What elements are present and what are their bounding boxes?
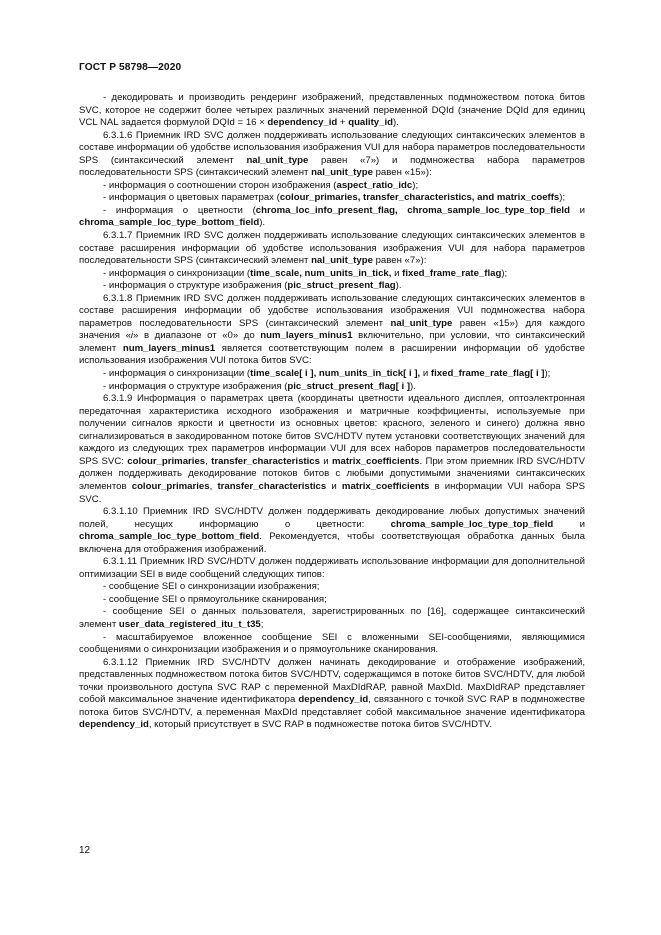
- paragraph: [79, 594, 585, 607]
- syntax-element: time_scale, num_units_in_tick,: [250, 267, 392, 279]
- text-run: - информация о соотношении сторон изображения (: [103, 179, 337, 191]
- text-run: - сообщение SEI о данных пользователя, зарегистрированных по [16], содержащее синтаксический элемент: [79, 606, 585, 630]
- document-body: [79, 92, 585, 732]
- syntax-element: nal_unit_type: [311, 167, 373, 179]
- syntax-element: chroma_sample_loc_type_bottom_field: [79, 217, 260, 229]
- paragraph: [79, 130, 585, 180]
- page-number: 12: [79, 845, 91, 856]
- syntax-element: pic_struct_present_flag: [287, 280, 396, 292]
- paragraph: [79, 393, 585, 506]
- paragraph: [79, 92, 585, 130]
- paragraph: [79, 192, 585, 205]
- text-run: 6.3.1.6 Приемник IRD SVC должен поддерживать использование следующих синтаксических элементов в составе информации об удобстве использования изображения VUI для набора параметров последовательности SPS (синтаксический элемент: [79, 129, 585, 166]
- text-run: . Рекомендуется, чтобы соответствующая обработка данных была включена для отображения изображений.: [79, 531, 585, 555]
- text-run: » в диапазоне от «0» до: [133, 330, 261, 342]
- paragraph: [79, 205, 585, 230]
- syntax-element: chroma_sample_loc_type_top_field: [390, 518, 554, 530]
- paragraph: [79, 293, 585, 368]
- syntax-element: matrix_coefficients: [341, 480, 430, 492]
- text-run: - сообщение SEI о прямоугольнике сканирования;: [103, 593, 327, 605]
- text-run: - информация о структуре изображения (: [103, 380, 288, 392]
- text-run: ).: [392, 117, 399, 129]
- syntax-element: colour_primaries: [127, 455, 206, 467]
- paragraph: [79, 506, 585, 556]
- syntax-element: nal_unit_type: [390, 317, 453, 329]
- paragraph: [79, 581, 585, 594]
- text-run: и: [420, 368, 431, 380]
- text-run: , связанного с точкой SVC RAP в подмножестве потока битов SVC/HDTV, а переменная MaxDId представляет собой максимальное значение идентификатора: [79, 694, 586, 718]
- text-run: );: [501, 267, 508, 279]
- syntax-element: dependency_id: [298, 694, 369, 706]
- text-run: 6.3.1.7 Приемник IRD SVC должен поддерживать использование следующих синтаксических элементов в составе расширения информации об удобстве использования изображения VUI для набора параметров последовательности SPS (синтаксический элемент: [79, 230, 585, 267]
- syntax-element: colour_primaries, transfer_characteristics, and matrix_coeffs: [279, 192, 560, 204]
- syntax-element: chroma_sample_loc_type_bottom_field: [79, 531, 260, 543]
- text-run: 6.3.1.12 Приемник IRD SVC/HDTV должен начинать декодирование и отображение изображений, представленных подмножеством потока битов SVC/HDTV, содержащимся в потоке битов SVC/HDTV, для любой точки произвольного доступа SVC RAP с переменной MaxDIdRAP, равной MaxDId. MaxDIdRAP представляет собой максимальное значение идентификатора: [79, 656, 585, 706]
- syntax-element: fixed_frame_rate_flag: [402, 267, 502, 279]
- syntax-element: transfer_characteristics: [217, 480, 327, 492]
- text-run: и: [391, 267, 403, 279]
- text-run: равен «15»):: [372, 167, 432, 179]
- syntax-element: nal_unit_type: [246, 154, 309, 166]
- text-run: , который присутствует в SVC RAP в подмножестве потока битов SVC/HDTV.: [148, 719, 493, 731]
- syntax-element: colour_primaries: [131, 480, 210, 492]
- text-run: равен «7»):: [372, 255, 427, 267]
- text-run: 6.3.1.8 Приемник IRD SVC должен поддерживать использование следующих синтаксических элементов в составе расширения информации об удобстве использования изображения VUI подмножества набора параметров последовательности SPS (синтаксический элемент: [79, 292, 585, 329]
- text-run: 6.3.1.10 Приемник IRD SVC/HDTV должен поддерживать декодирование любых допустимых значений полей, несущих информацию о цветности:: [79, 506, 585, 530]
- syntax-element: num_layers_minus1: [122, 342, 216, 354]
- text-run: - информация о цветовых параметрах (: [103, 192, 280, 204]
- text-run: i: [130, 330, 134, 342]
- text-run: равен «15») для каждого значения «: [79, 317, 586, 342]
- text-run: );: [559, 192, 566, 204]
- syntax-element: fixed_frame_rate_flag[ i ]: [430, 368, 545, 380]
- text-run: 6.3.1.9 Информация о параметрах цвета (координаты цветности идеального дисплея, оптоэлектронная передаточная характеристика исходного изображения и матричные коэффициенты, используемые при получении сигналов яркости и цветности из основных цветов: красного, зеленого и синего) должна явно сигнализироваться в закодированном потоке битов SVC/HDTV путем установки соответствующих значений для каждого из следующих трех параметров информации VUI для всех наборов параметров последовательности SPS SVC:: [79, 393, 585, 467]
- text-run: и: [319, 455, 332, 467]
- text-run: ;: [260, 618, 264, 630]
- paragraph: [79, 368, 585, 381]
- text-run: ).: [410, 380, 416, 392]
- syntax-element: matrix_coefficients: [331, 455, 420, 467]
- syntax-element: num_layers_minus1: [260, 330, 353, 342]
- text-run: ,: [209, 480, 218, 492]
- text-run: ).: [395, 280, 402, 292]
- text-run: +: [337, 117, 349, 129]
- document-header: ГОСТ Р 58798—2020: [79, 62, 182, 73]
- paragraph: [79, 180, 585, 193]
- text-run: - информация о синхронизации (: [103, 368, 251, 380]
- text-run: . При этом приемник IRD SVC/HDTV должен поддерживать декодирование потоков битов с любыми допустимыми значениями синтаксических элементов: [79, 455, 585, 492]
- text-run: является соответствующим полем в расширении информации об удобстве использования изображения VUI потока битов SVC:: [79, 342, 585, 367]
- syntax-element: transfer_characteristics: [211, 455, 320, 467]
- text-run: - декодировать и производить рендеринг изображений, представленных подмножеством потока битов SVC, которое не содержит более четырех различных значений переменной DQId (значение DQId для единиц VCL NAL задается формулой DQId = 16 ×: [79, 92, 585, 129]
- text-run: и: [553, 518, 585, 530]
- syntax-element: chroma_loc_info_present_flag, chroma_sample_loc_type_top_field: [255, 204, 570, 216]
- paragraph: [79, 230, 585, 268]
- text-run: ,: [205, 455, 212, 467]
- text-run: - масштабируемое вложенное сообщение SEI с вложенными SEI-сообщениями, являющимися сообщениями о синхронизации изображения и о прямоугольнике сканирования.: [79, 631, 585, 656]
- paragraph: [79, 606, 585, 631]
- paragraph: [79, 556, 585, 581]
- paragraph: [79, 268, 585, 281]
- syntax-element: quality_id: [348, 117, 393, 129]
- text-run: - сообщение SEI о синхронизации изображения;: [103, 581, 320, 593]
- syntax-element: nal_unit_type: [311, 255, 373, 267]
- text-run: и: [326, 480, 342, 492]
- paragraph: [79, 280, 585, 293]
- text-run: равен «7») и подмножества набора параметров последовательности SPS (синтаксический элемент: [79, 154, 585, 179]
- text-run: - информация о структуре изображения (: [103, 280, 288, 292]
- syntax-element: user_data_registered_itu_t_t35: [118, 618, 261, 630]
- syntax-element: pic_struct_present_flag[ i ]: [287, 380, 411, 392]
- paragraph: [79, 381, 585, 394]
- syntax-element: time_scale[ i ], num_units_in_tick[ i ],: [250, 368, 421, 380]
- paragraph: [79, 632, 585, 657]
- syntax-element: aspect_ratio_idc: [336, 179, 413, 191]
- text-run: - информация о цветности (: [103, 204, 256, 216]
- text-run: 6.3.1.11 Приемник IRD SVC/HDTV должен поддерживать использование информации для дополнительной оптимизации SEI в виде сообщений следующих типов:: [79, 556, 585, 580]
- text-run: );: [544, 368, 551, 380]
- text-run: ).: [259, 217, 266, 229]
- syntax-element: dependency_id: [79, 719, 149, 731]
- text-run: - информация о синхронизации (: [103, 267, 251, 279]
- text-run: в информации VUI набора SPS SVC.: [79, 480, 585, 505]
- text-run: включительно, при условии, что синтаксический элемент: [79, 330, 585, 354]
- text-run: и: [569, 204, 585, 216]
- syntax-element: dependency_id: [267, 117, 338, 129]
- text-run: );: [412, 179, 419, 191]
- paragraph: [79, 657, 585, 732]
